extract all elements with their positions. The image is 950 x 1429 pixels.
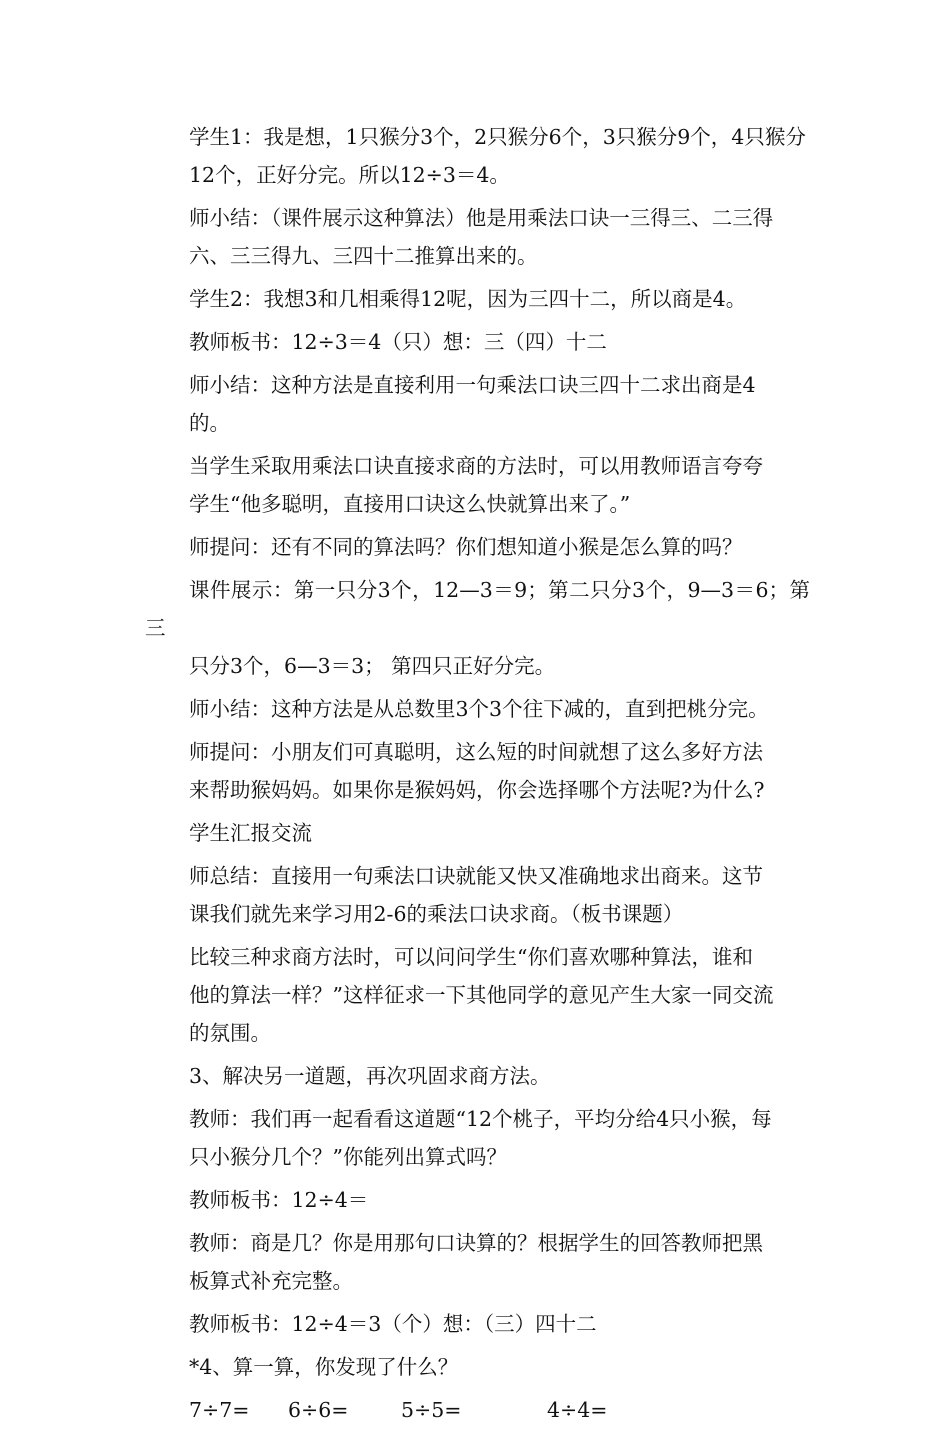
paragraph-line: 来帮助猴妈妈。如果你是猴妈妈，你会选择哪个方法呢?为什么? xyxy=(189,778,765,802)
paragraph-line: 学生“他多聪明，直接用口诀这么快就算出来了。” xyxy=(189,492,631,516)
paragraph-line: 师提问：还有不同的算法吗？你们想知道小猴是怎么算的吗？ xyxy=(189,535,743,559)
paragraph-p1 xyxy=(145,118,810,194)
paragraph-p16 xyxy=(145,1181,810,1219)
paragraph-p19 xyxy=(145,1348,810,1386)
paragraph-p11 xyxy=(145,814,810,852)
paragraph-p13 xyxy=(145,938,810,1052)
paragraph-line: 师小结：（课件展示这种算法）他是用乘法口诀一三得三、二三得 xyxy=(189,206,774,230)
paragraph-p15 xyxy=(145,1100,810,1176)
paragraph-line: 他的算法一样？”这样征求一下其他同学的意见产生大家一同交流 xyxy=(189,983,774,1007)
paragraph-line: 教师：我们再一起看看这道题“12个桃子，平均分给4只小猴，每 xyxy=(189,1107,772,1131)
paragraph-p10 xyxy=(145,733,810,809)
paragraph-p2 xyxy=(145,199,810,275)
paragraph-line: 课我们就先来学习用2-6的乘法口诀求商。（板书课题） xyxy=(189,902,684,926)
paragraph-line: 的。 xyxy=(189,411,230,435)
paragraph-line: 学生1：我是想，1只猴分3个，2只猴分6个，3只猴分9个，4只猴分 xyxy=(189,125,806,149)
paragraph-line: 只小猴分几个？”你能列出算式吗？ xyxy=(189,1145,507,1169)
paragraph-line: 教师：商是几？你是用那句口诀算的？根据学生的回答教师把黑 xyxy=(189,1231,763,1255)
paragraph-line: 师提问：小朋友们可真聪明，这么短的时间就想了这么多好方法 xyxy=(189,740,763,764)
paragraph-line: 的氛围。 xyxy=(189,1021,271,1045)
paragraph-p5 xyxy=(145,366,810,442)
expression-item: 4÷4= xyxy=(547,1398,608,1422)
paragraph-line: 教师板书：12÷4＝3（个）想：（三）四十二 xyxy=(189,1312,597,1336)
paragraph-line: 当学生采取用乘法口诀直接求商的方法时，可以用教师语言夸夸 xyxy=(189,454,763,478)
paragraph-list xyxy=(145,118,810,1386)
paragraph-line: 教师板书：12÷3＝4（只）想：三（四）十二 xyxy=(189,330,607,354)
paragraph-line: 3、解决另一道题，再次巩固求商方法。 xyxy=(189,1064,551,1088)
paragraph-line: *4、算一算，你发现了什么？ xyxy=(189,1355,459,1379)
paragraph-line: 教师板书：12÷4＝ xyxy=(189,1188,369,1212)
paragraph-line: 师小结：这种方法是直接利用一句乘法口诀三四十二求出商是4 xyxy=(189,373,756,397)
paragraph-p9 xyxy=(145,690,810,728)
paragraph-p4 xyxy=(145,323,810,361)
paragraph-p18 xyxy=(145,1305,810,1343)
paragraph-line: 板算式补充完整。 xyxy=(189,1269,353,1293)
paragraph-line: 学生汇报交流 xyxy=(189,821,312,845)
expression-item: 5÷5= xyxy=(401,1398,462,1422)
paragraph-line: 课件展示：第一只分3个，12—3＝9；第二只分3个，9—3＝6；第三 xyxy=(145,578,810,640)
paragraph-line: 学生2：我想3和几相乘得12呢，因为三四十二，所以商是4。 xyxy=(189,287,747,311)
expression-item: 7÷7= xyxy=(189,1398,250,1422)
paragraph-p14 xyxy=(145,1057,810,1095)
paragraph-line: 只分3个，6—3＝3； 第四只正好分完。 xyxy=(189,654,556,678)
paragraph-line: 师总结：直接用一句乘法口诀就能又快又准确地求出商来。这节 xyxy=(189,864,763,888)
expression-item: 6÷6= xyxy=(288,1398,349,1422)
paragraph-p6 xyxy=(145,447,810,523)
paragraph-p12 xyxy=(145,857,810,933)
paragraph-line: 比较三种求商方法时，可以问问学生“你们喜欢哪种算法，谁和 xyxy=(189,945,753,969)
document-page xyxy=(145,118,810,1429)
paragraph-p7 xyxy=(145,528,810,566)
paragraph-p3 xyxy=(145,280,810,318)
paragraph-line: 12个，正好分完。所以12÷3＝4。 xyxy=(189,163,510,187)
paragraph-p17 xyxy=(145,1224,810,1300)
paragraph-p8 xyxy=(145,571,810,685)
expression-row xyxy=(145,1391,810,1429)
paragraph-line: 师小结：这种方法是从总数里3个3个往下减的，直到把桃分完。 xyxy=(189,697,769,721)
paragraph-line: 六、三三得九、三四十二推算出来的。 xyxy=(189,244,538,268)
